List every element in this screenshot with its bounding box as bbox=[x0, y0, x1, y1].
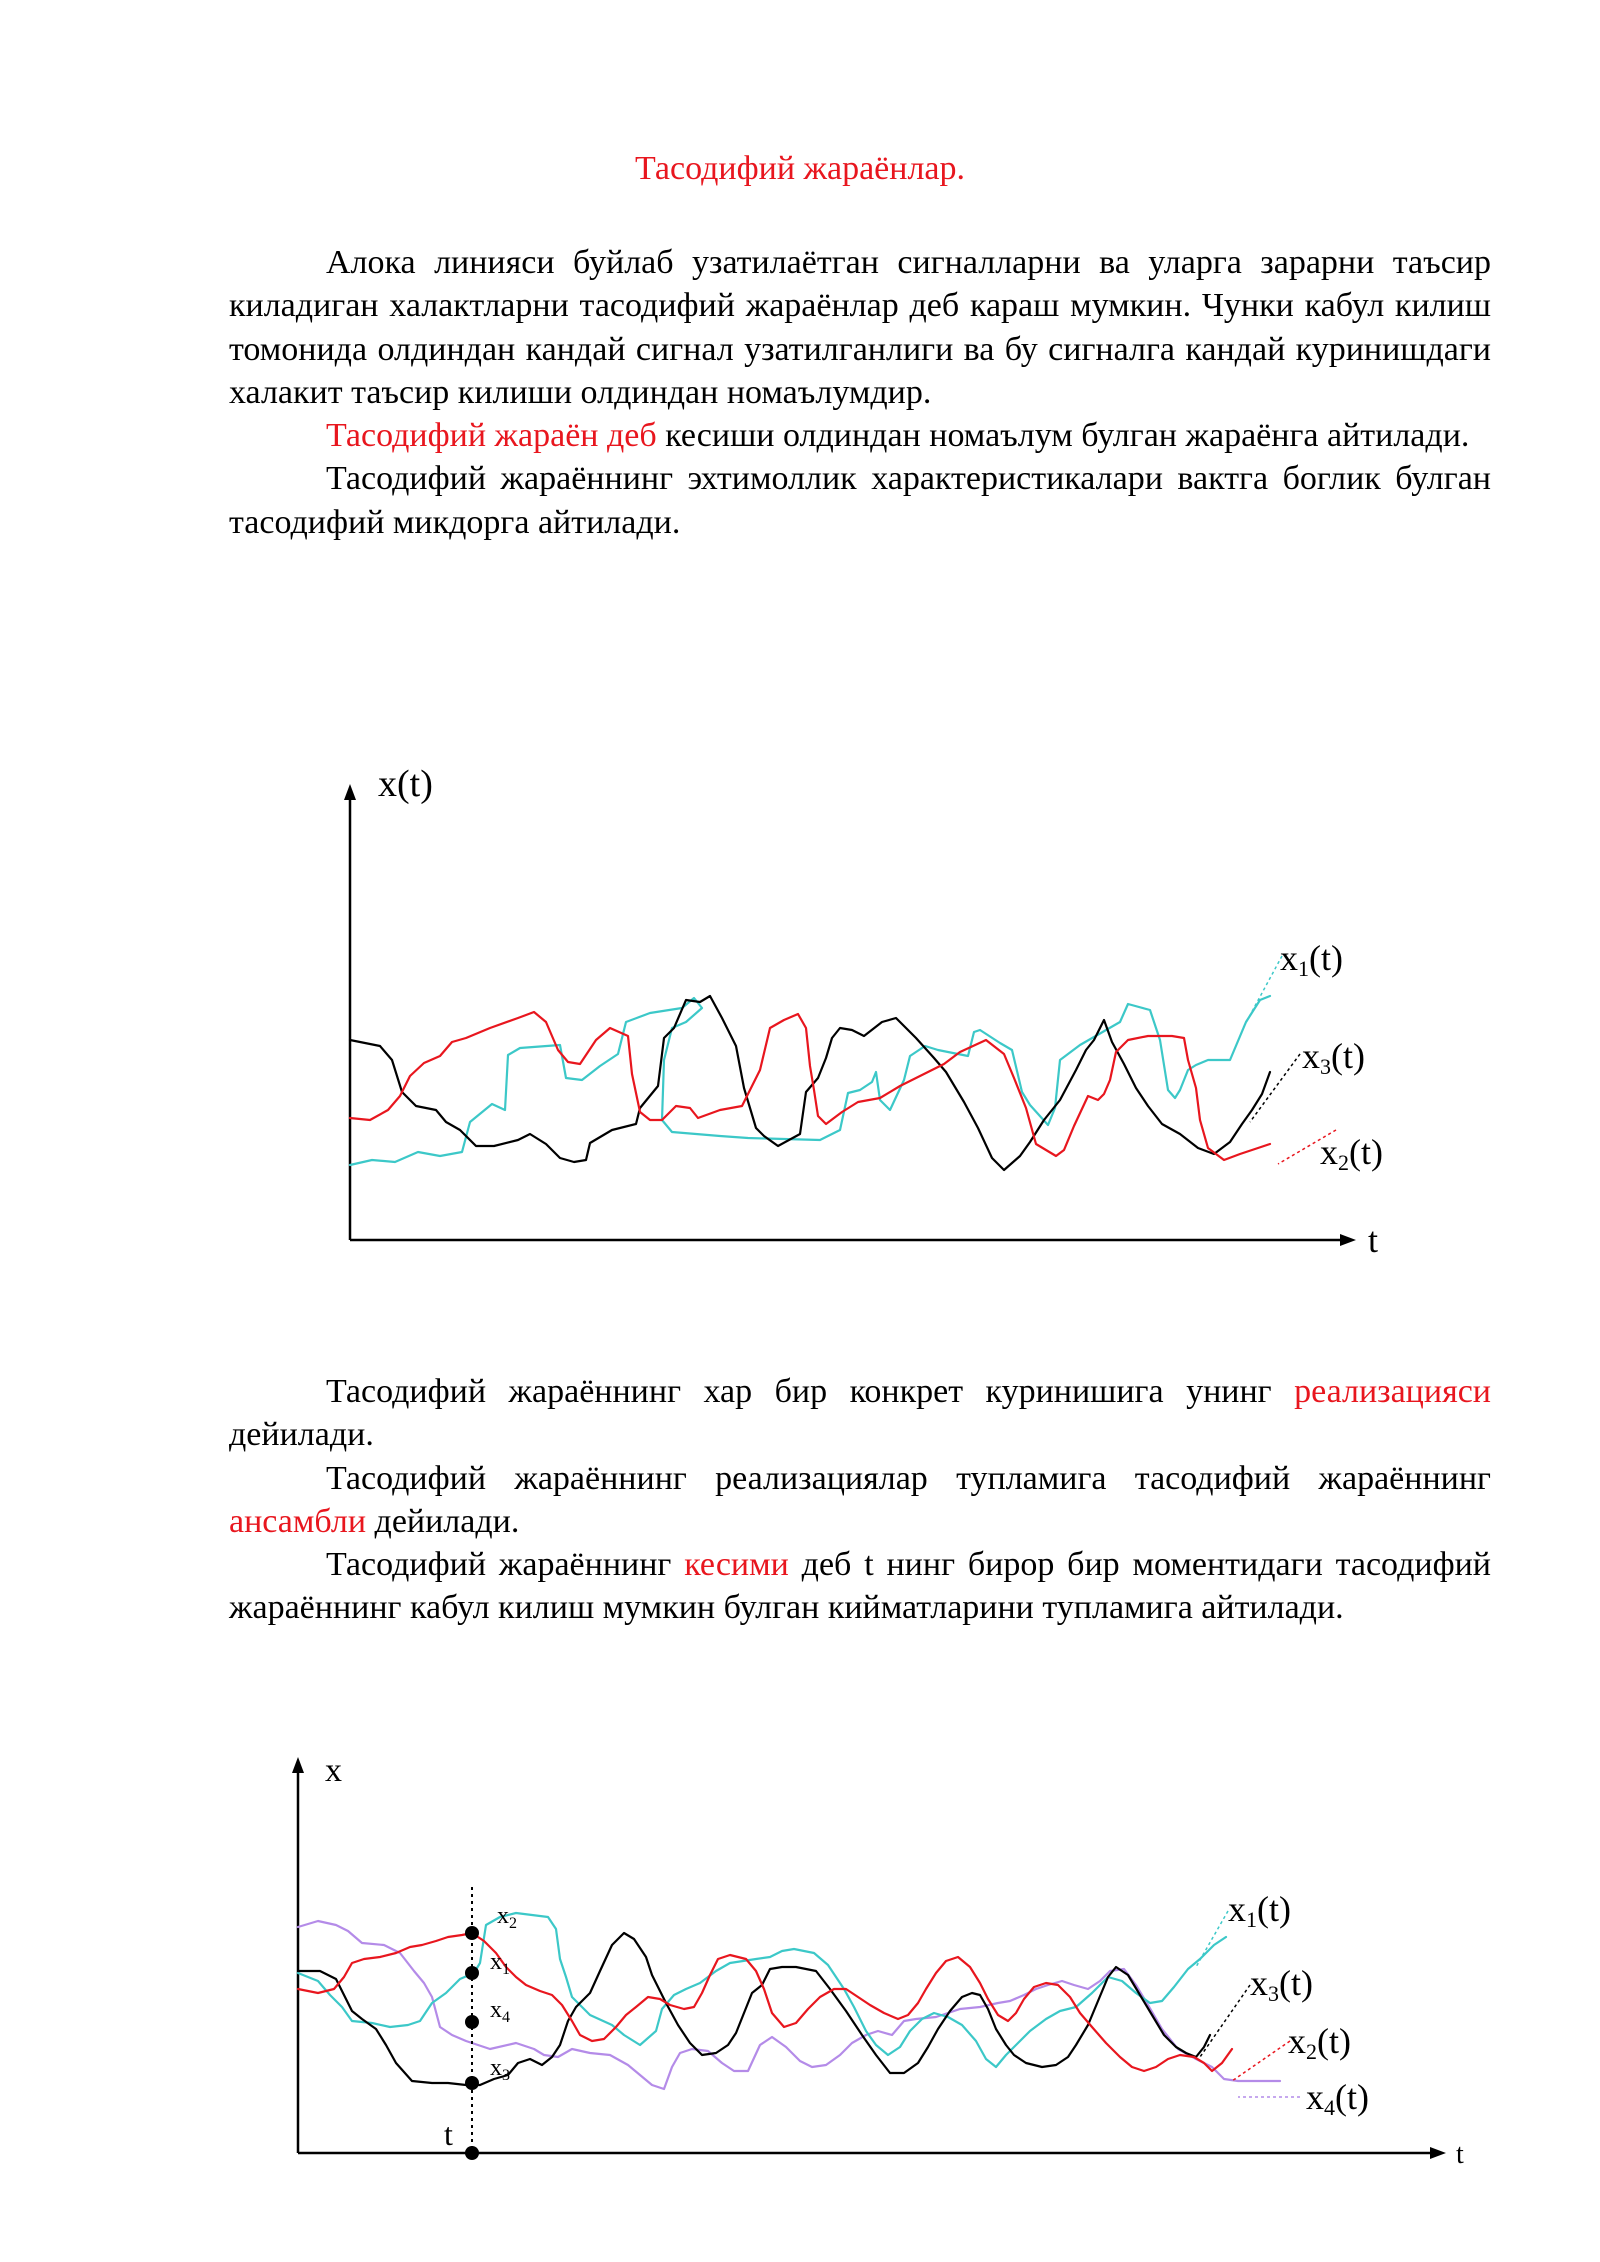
paragraph-text: кесиши олдиндан номаълум булган жараёнга айтилади. bbox=[656, 417, 1470, 455]
figure-1-realizations bbox=[0, 760, 1600, 1260]
text-block-bottom bbox=[229, 1370, 1491, 1630]
term-highlight: ансамбли bbox=[229, 1502, 367, 1540]
point-x2 bbox=[465, 1926, 479, 1940]
point-x4 bbox=[465, 2015, 479, 2029]
paragraph-text: Тасодифий жараённинг эхтимоллик характеристикалари вактга боглик булган тасодифий микдорга айтилади. bbox=[229, 460, 1491, 541]
curve-label-x2: x2(t) bbox=[1320, 1132, 1383, 1175]
y-axis-arrow-icon bbox=[344, 784, 356, 800]
axes-2 bbox=[292, 1752, 1464, 2170]
term-highlight: кесими bbox=[684, 1546, 789, 1584]
y-axis-label: x(t) bbox=[378, 763, 433, 805]
paragraph-text: Тасодифий жараённинг реализациялар тупламига тасодифий жараённинг bbox=[326, 1459, 1491, 1497]
point-label-x2: $x_2$ bbox=[497, 1903, 517, 1932]
point-label-x4: $x_4$ bbox=[490, 1997, 510, 2026]
curve-label-x2: x2(t) bbox=[1288, 2021, 1351, 2064]
section-label: t bbox=[444, 2116, 453, 2152]
leader-x3 bbox=[1250, 1054, 1300, 1122]
text-block-top bbox=[229, 241, 1491, 544]
curve-x2 bbox=[298, 1933, 1232, 2071]
section-marker bbox=[444, 1887, 517, 2160]
paragraph-text: Алока линияси буйлаб узатилаётган сигналларни ва уларга зарарни таъсир киладиган халактларни тасодифий жараёнлар деб караш мумкин. Чунки кабул килиш томонида олдиндан кандай сигнал узатилганлиги ва бу сигналга кандай куринишдаги халакит таъсир килиши олдиндан номаълумдир. bbox=[229, 244, 1491, 411]
paragraph-text: Тасодифий жараённинг хар бир конкрет куринишига унинг bbox=[326, 1373, 1295, 1410]
paragraph bbox=[229, 457, 1491, 544]
curve-label-x1: x1(t) bbox=[1280, 938, 1343, 981]
point-x3 bbox=[465, 2076, 479, 2090]
paragraph bbox=[229, 1457, 1491, 1544]
leader-x3 bbox=[1200, 1985, 1250, 2057]
paragraph bbox=[229, 241, 1491, 414]
section-point bbox=[465, 2146, 479, 2160]
term-highlight: Тасодифий жараён деб bbox=[326, 417, 657, 455]
curve-x4 bbox=[298, 1921, 1280, 2089]
x-axis-label: t bbox=[1456, 2139, 1464, 2170]
term-highlight: реализацияси bbox=[1294, 1373, 1491, 1410]
leader-x2 bbox=[1232, 2041, 1290, 2081]
y-axis-label: x bbox=[325, 1752, 342, 1789]
curve-x3 bbox=[350, 996, 1270, 1170]
paragraph-text: дейилади. bbox=[366, 1502, 520, 1540]
x-axis-label: t bbox=[1368, 1220, 1379, 1260]
paragraph-text: Тасодифий жараённинг bbox=[326, 1546, 685, 1584]
point-label-x3: $x_3$ bbox=[490, 2055, 510, 2084]
point-label-x1: $x_1$ bbox=[490, 1949, 510, 1978]
curve-label-x3: x3(t) bbox=[1302, 1036, 1365, 1079]
paragraph bbox=[229, 1370, 1491, 1457]
x-axis-arrow-icon bbox=[1430, 2147, 1446, 2159]
page-title: Тасодифий жараёнлар. bbox=[634, 150, 966, 187]
axes-1 bbox=[344, 763, 1378, 1260]
figure-2-ensemble bbox=[0, 1745, 1600, 2170]
y-axis-arrow-icon bbox=[292, 1757, 304, 1773]
paragraph-text: дейилади. bbox=[229, 1416, 374, 1454]
x-axis-arrow-icon bbox=[1340, 1234, 1356, 1246]
point-x1 bbox=[465, 1966, 479, 1980]
curve-label-x1: x1(t) bbox=[1228, 1889, 1291, 1932]
paragraph bbox=[229, 414, 1491, 457]
paragraph bbox=[229, 1543, 1491, 1630]
curve-label-x4: x4(t) bbox=[1306, 2077, 1369, 2120]
paragraph-text: деб t нинг бирор бир моментидаги тасодифий жараённинг кабул килиш мумкин булган кийматларини тупламига айтилади. bbox=[229, 1546, 1491, 1627]
curve-label-x3: x3(t) bbox=[1250, 1963, 1313, 2006]
